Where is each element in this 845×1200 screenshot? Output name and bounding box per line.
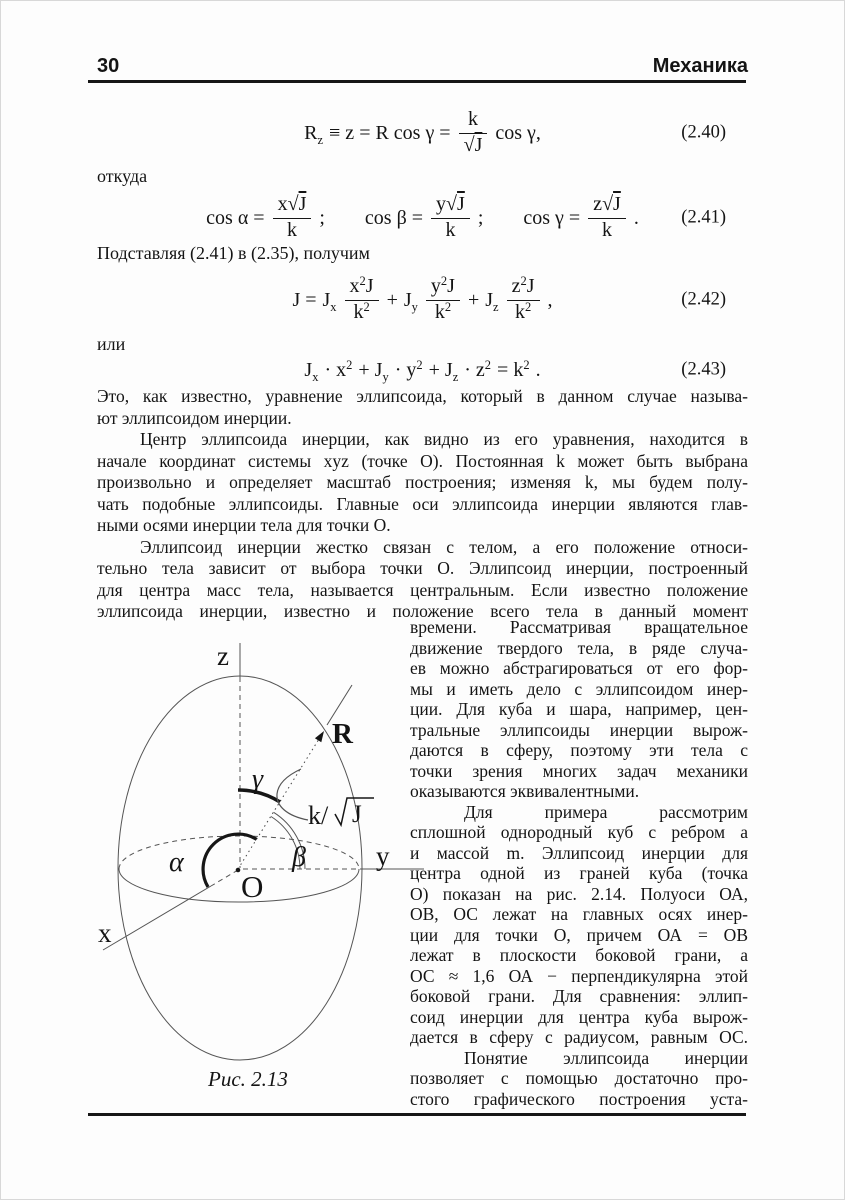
text-line: центра одной из граней куба (точка [410,863,748,883]
eq40-tail: cos γ, [495,121,541,144]
text-line: Это, как известно, уравнение эллипсоида, который в данном случае называ- [97,386,748,406]
equation-number: (2.41) [681,207,726,228]
radicand-label: J [352,801,362,828]
eq40-lhs: $R_z$ [304,121,324,147]
header-rule [88,80,746,83]
text-line: ОВ, ОС лежат на главных осях инер- [410,904,748,924]
text-line: для центра масс тела, называется центральным. Если известно положение [97,579,748,600]
text-line: дается в сферу с радиусом, равным ОС. [410,1027,748,1047]
alpha-label: α [169,847,184,878]
x-axis-label: x [98,918,112,948]
text-line: ют эллипсоидом инерции. [97,407,292,428]
text-line: эллипсоида инерции, известно и положение всего тела в данный момент [97,601,748,621]
figure-ellipsoid-of-inertia [95,628,425,1108]
equation-2-43: $J_x$ · $x^2$ + $J_y$ · $y^2$ + $J_z$ · $z^2$ = $k^2$ . (2.43) [304,357,726,384]
y-axis-label: y [376,841,390,871]
text-line: О) показан на рис. 2.14. Полуоси ОА, [410,883,748,904]
eq42-coef-x: $J_x$ [322,288,337,314]
equation-number: (2.42) [681,289,726,310]
brace-leader [277,769,308,820]
beta-label: β [292,842,306,873]
text-substituting: Подставляя (2.41) в (2.35), получим [97,243,370,263]
z-axis-label: z [217,641,229,671]
text-line: и массой m. Эллипсоид инерции для [410,842,748,863]
arrowhead [315,731,324,742]
text-otkuda: откуда [97,166,148,186]
text-line: даются в сферу, поэтому эти тела с [410,740,748,760]
text-line: начале координат системы xyz (точке О). Постоянная k может быть выбрана [97,450,748,471]
text-line: Понятие эллипсоида инерции [464,1047,748,1068]
running-title: Механика [652,55,748,77]
equation-2-41: cos α = $\frac{x√J}{k}$ ; cos β = $\frac{y√J}{k}$ ; cos γ = $\frac{z√J}{k}$ . (2.41) [206,193,726,241]
text-line: Эллипсоид инерции жестко связан с телом, а его положение относи- [140,536,748,557]
equation-number: (2.40) [681,122,726,143]
text-line: ными осями инерции тела для точки О. [97,515,391,535]
eq42-fraction-x: $\frac{x^2J}{k^2}$ [343,276,381,323]
equator-back-dashed [119,836,359,869]
text-line: чать подобные эллипсоиды. Главные оси эллипсоида инерции являются глав- [97,493,748,514]
text-line: ев можно абстрагироваться от его фор- [410,658,748,678]
origin-point [236,868,241,873]
text-line: мы и иметь дело с эллипсоидом инер- [410,678,748,699]
equation-2-40 [97,104,748,162]
text-line: боковой грани. Для сравнения: эллип- [410,986,748,1006]
text-line: движение твердого тела, в ряде случа- [410,637,748,658]
text-line: тельно тела зависит от выбора точки О. Эллипсоид инерции, построенный [97,558,748,578]
text-line: Для примера рассмотрим [464,801,748,822]
eq41-fraction-y: $\frac{y√J}{k}$ [429,194,472,241]
text-line: лежат в плоскости боковой грани, а [410,945,748,965]
text-line: произвольно и определяет масштаб построения; изменяя k, мы будем полу- [97,472,748,492]
eq42-fraction-y: $\frac{y^2J}{k^2}$ [424,276,462,323]
eq42-coef-z: $J_z$ [485,288,499,314]
text-line: стого графического построения уста- [410,1088,748,1109]
eq40-mid: ≡ z = R cos γ = [329,121,451,144]
bottom-rule [88,1113,746,1116]
text-line: времени. Рассматривая вращательное [410,617,748,637]
text-line: позволяет с помощью достаточно про- [410,1068,748,1088]
text-ili: или [97,334,126,354]
text-line: оказываются эквивалентными. [410,781,640,801]
k-over-label: k/ [308,801,329,830]
eq41-fraction-z: $\frac{z√J}{k}$ [586,194,628,241]
vector-R-label: R [332,718,353,750]
page-header [97,55,748,78]
text-line: ОС ≈ 1,6 ОА − перпендикулярна этой [410,965,748,986]
equation-2-42: J = $J_x$ $\frac{x^2J}{k^2}$ + $J_y$ $\frac{y^2J}{k^2}$ + $J_z$ $\frac{z^2J}{k^2}$ , (2.42) [292,274,726,323]
body-paragraphs [97,386,748,623]
wrap-column [410,617,748,1109]
x-axis-dashed [211,870,238,886]
eq42-coef-y: $J_y$ [403,288,418,314]
text-line: сплошной однородный куб с ребром a [410,822,748,842]
eq41-lhs-alpha: cos α = [206,206,265,229]
figure-caption: Рис. 2.13 [208,1067,288,1091]
eq41-lhs-beta: cos β = [364,206,424,229]
eq42-fraction-z: $\frac{z^2J}{k^2}$ [505,276,542,323]
equation-number: (2.43) [681,359,726,380]
text-line: Центр эллипсоида инерции, как видно из его уравнения, находится в [140,429,748,449]
eq40-fraction: $\frac{k}{√J}$ [457,109,490,156]
text-line: ции. Для куба и шара, например, цен- [410,699,748,719]
equator-front [119,869,359,902]
origin-label: O [241,869,264,904]
gamma-label: γ [252,764,264,795]
text-line: ции для точки О, причем ОА = ОВ [410,924,748,945]
text-line: соид инерции для центра куба вырож- [410,1006,748,1027]
text-line: тральные эллипсоиды инерции вырож- [410,719,748,740]
text-line: точки зрения многих задач механики [410,760,748,781]
eq41-fraction-x: $\frac{x√J}{k}$ [271,194,314,241]
page-number: 30 [97,55,120,77]
eq41-lhs-gamma: cos γ = [523,206,581,229]
eq42-lhs: J = [292,288,317,311]
